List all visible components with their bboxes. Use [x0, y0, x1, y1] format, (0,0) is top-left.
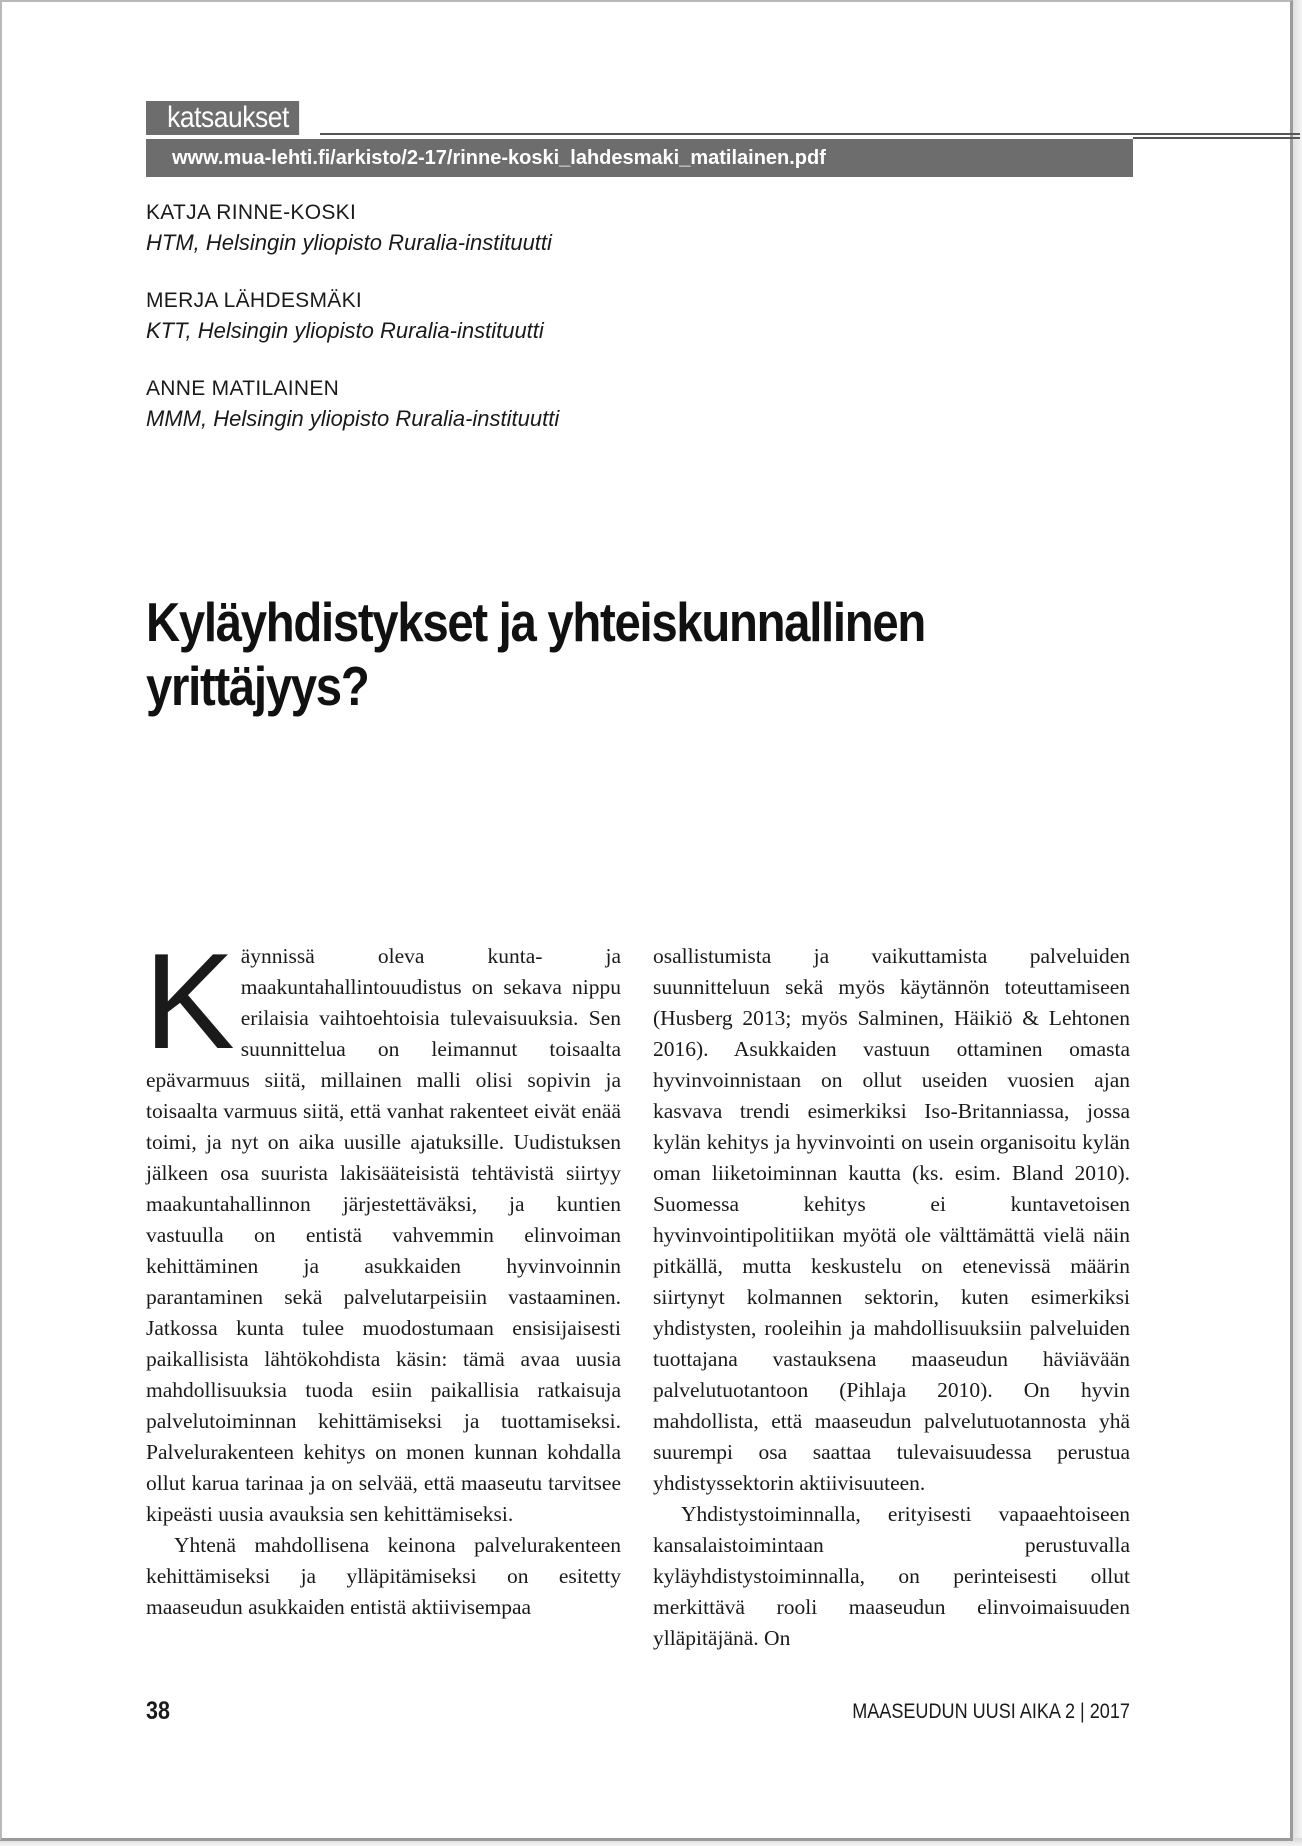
author-name: ANNE MATILAINEN: [146, 377, 340, 400]
journal-issue: MAASEUDUN UUSI AIKA 2 | 2017: [852, 1700, 1130, 1723]
page-number: 38: [146, 1697, 170, 1725]
author-list: [146, 198, 559, 462]
author-name: KATJA RINNE-KOSKI: [146, 201, 357, 224]
section-label: katsaukset: [146, 101, 299, 135]
header-rule: [1133, 137, 1300, 139]
author-affiliation: KTT, Helsingin yliopisto Ruralia-instituutti: [146, 318, 544, 343]
title-line: yrittäjyys?: [146, 655, 369, 717]
body-column-left: [144, 925, 621, 1623]
body-paragraph: Yhtenä mahdollisena keinona palvelurakenteen kehittämiseksi ja ylläpitämiseksi on esitetty maaseudun asukkaiden entistä aktiivisempaa: [146, 1533, 621, 1619]
paragraph-text: äynnissä oleva kunta- ja maakuntahallintouudistus on sekava nippu erilaisia vaihtoehtoisia tulevaisuuksia. Sen suunnittelua on leimannut toisaalta epävarmuus siitä, millainen malli olisi sopivin ja toisaalta varmuus siitä, että vanhat rakenteet eivät enää toimi, ja nyt on aika uusille ajatuksille. Uudistuksen jälkeen osa suurista lakisääteisistä tehtävistä siirtyy maakuntahallinnon järjestettäväksi, ja kuntien vastuulla on entistä vahvemmin elinvoiman kehittäminen ja asukkaiden hyvinvoinnin parantaminen sekä palvelutarpeisiin vastaaminen. Jatkossa kunta tulee muodostumaan ensisijaisesti paikallisista lähtökohdista käsin: tämä avaa uusia mahdollisuuksia tuoda esiin paikallisia ratkaisuja palvelutoiminnan kehittämiseksi ja tuottamiseksi. Palvelurakenteen kehitys on monen kunnan kohdalla ollut karua tarinaa ja on selvää, että maaseutu tarvitsee kipeästi uusia avauksia sen kehittämiseksi.: [146, 944, 621, 1526]
header-rule: [320, 133, 1300, 135]
author-entry: [146, 286, 559, 346]
article-title: [146, 590, 1006, 718]
author-name: MERJA LÄHDESMÄKI: [146, 289, 363, 312]
title-line: Kyläyhdistykset ja yhteiskunnallinen: [146, 591, 925, 653]
body-paragraph: osallistumista ja vaikuttamista palveluiden suunnitteluun sekä myös käytännön toteuttamiseen (Husberg 2013; myös Salminen, Häikiö & Lehtonen 2016). Asukkaiden vastuun ottaminen omasta hyvinvoinnistaan on ollut useiden vuosien ajan kasvava trendi esimerkiksi Iso-Britanniassa, jossa kylän kehitys ja hyvinvointi on usein organisoitu kylän oman liiketoiminnan kautta (ks. esim. Bland 2010). Suomessa kehitys ei kuntavetoisen hyvinvointipolitiikan myötä ole välttämättä vielä näin pitkällä, mutta keskustelu on etenevissä määrin siirtynyt kolmannen sektorin, kuten esimerkiksi yhdistysten, rooleihin ja mahdollisuuksiin palveluiden tuottajana vastauksena maaseudun häviävään palvelutuotantoon (Pihlaja 2010). On hyvin mahdollista, että maaseudun palvelutuotannosta yhä suurempi osa saattaa tulevaisuudessa perustua yhdistyssektorin aktiivisuuteen.: [653, 944, 1130, 1495]
article-url[interactable]: www.mua-lehti.fi/arkisto/2-17/rinne-koski_lahdesmaki_matilainen.pdf: [146, 139, 1133, 177]
author-affiliation: HTM, Helsingin yliopisto Ruralia-instituutti: [146, 230, 552, 255]
body-paragraph: Yhdistystoiminnalla, erityisesti vapaaehtoiseen kansalaistoimintaan perustuvalla kyläyhdistystoiminnalla, on perinteisesti ollut merkittävä rooli maaseudun elinvoimaisuuden ylläpitäjänä. On: [653, 1502, 1130, 1650]
author-affiliation: MMM, Helsingin yliopisto Ruralia-instituutti: [146, 406, 560, 431]
body-column-right: [653, 941, 1130, 1654]
body-paragraph: [144, 925, 621, 1530]
author-entry: [146, 198, 559, 258]
drop-cap: K: [144, 925, 235, 1077]
author-entry: [146, 374, 559, 434]
